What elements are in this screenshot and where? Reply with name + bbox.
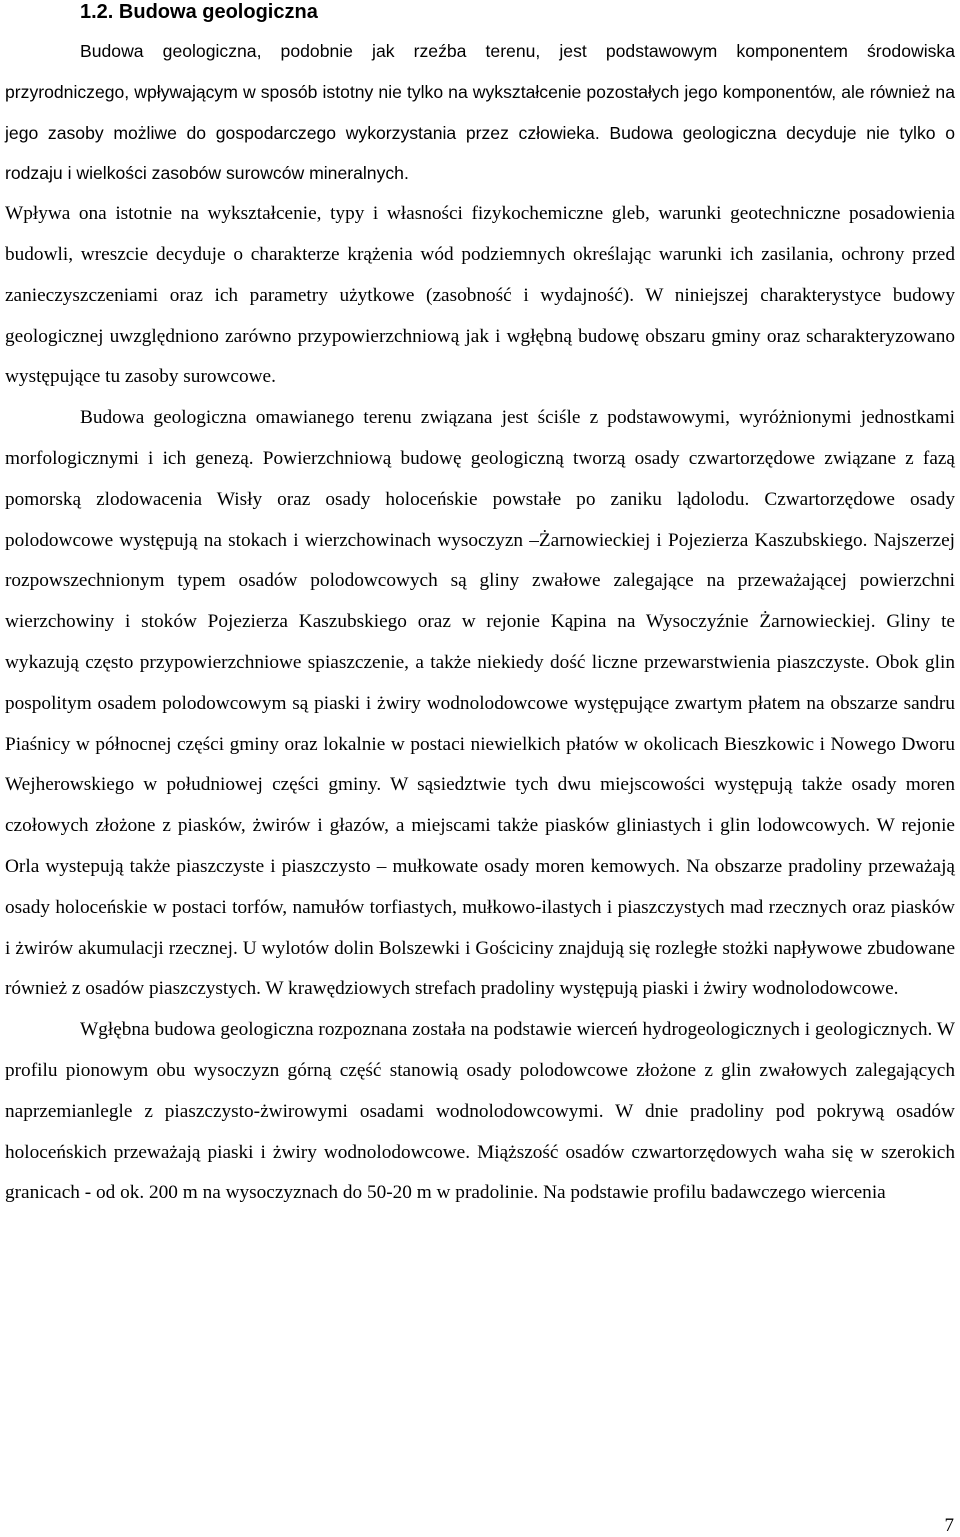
page-number: 7 [944, 1515, 954, 1536]
paragraph-surface-geology: Budowa geologiczna omawianego terenu związana jest ściśle z podstawowymi, wyróżnionymi jednostkami morfologicznymi i ich genezą. Powierzchniową budowę geologiczną tworzą osady czwartorzędowe związane z fazą pomorską zlodowacenia Wisły oraz osady holoceńskie powstałe po zaniku lądolodu. Czwartorzędowe osady polodowcowe występują na stokach i wierzchowinach wysoczyzn –Żarnowieckiej i Pojezierza Kaszubskiego. Najszerzej rozpowszechnionym typem osadów polodowcowych są gliny zwałowe zalegające na przeważającej powierzchni wierzchowiny i stoków Pojezierza Kaszubskiego oraz w rejonie Kąpina na Wysoczyźnie Żarnowieckiej. Gliny te wykazują często przypowierzchniowe spiaszczenie, a także niekiedy dość liczne przewarstwienia piaszczyste. Obok glin pospolitym osadem polodowcowym są piaski i żwiry wodnolodowcowe występujące zwartym płatem na obszarze sandru Piaśnicy w północnej części gminy oraz lokalnie w postaci niewielkich płatów w okolicach Bieszkowic i Nowego Dworu Wejherowskiego w południowej części gminy. W sąsiedztwie tych dwu miejscowości występują także osady moren czołowych złożone z piasków, żwirów i głazów, a miejscami także piasków gliniastych i glin lodowcowych. W rejonie Orla wystepują także piaszczyste i piaszczysto – mułkowate osady moren kemowych. Na obszarze pradoliny przeważają osady holoceńskie w postaci torfów, namułów torfiastych, mułkowo-ilastych i piaszczystych mad rzecznych oraz piasków i żwirów akumulacji rzecznej. U wylotów dolin Bolszewki i Gościciny znajdują się rozległe stożki napływowe zbudowane również z osadów piaszczystych. W krawędziowych strefach pradoliny występują piaski i żwiry wodnolodowcowe. [5, 407, 955, 1000]
paragraph-intro: Budowa geologiczna, podobnie jak rzeźba terenu, jest podstawowym komponentem środowiska przyrodniczego, wpływającym w sposób istotny nie tylko na wykształcenie pozostałych jego komponentów, ale również na jego zasoby możliwe do gospodarczego wykorzystania przez człowieka. Budowa geologiczna decyduje nie tylko o rodzaju i wielkości zasobów surowców mineralnych. [5, 41, 955, 184]
paragraph-deep-geology: Wgłębna budowa geologiczna rozpoznana została na podstawie wierceń hydrogeologicznych i geologicznych. W profilu pionowym obu wysoczyzn górną część stanowią osady polodowcowe złożone z glin zwałowych zalegających naprzemianlegle z piaszczysto-żwirowymi osadami wodnolodowcowymi. W dnie pradoliny pod pokrywą osadów holoceńskich przeważają piaski i żwiry wodnolodowcowe. Miąższość osadów czwartorzędowych waha się w szerokich granicach - od ok. 200 m na wysoczyznach do 50-20 m w pradolinie. Na podstawie profilu badawczego wiercenia [5, 1019, 955, 1204]
section-heading: 1.2. Budowa geologiczna [80, 1, 318, 23]
paragraph-continuation: Wpływa ona istotnie na wykształcenie, typy i własności fizykochemiczne gleb, warunki geotechniczne posadowienia budowli, wreszcie decyduje o charakterze krążenia wód podziemnych określając warunki ich zasilania, ochrony przed zanieczyszczeniami oraz ich parametry użytkowe (zasobność i wydajność). W niniejszej charakterystyce budowy geologicznej uwzględniono zarówno przypowierzchniową jak i wgłębną budowę obszaru gminy oraz scharakteryzowano występujące tu zasoby surowcowe. [5, 203, 955, 388]
body-text [5, 31, 955, 1214]
